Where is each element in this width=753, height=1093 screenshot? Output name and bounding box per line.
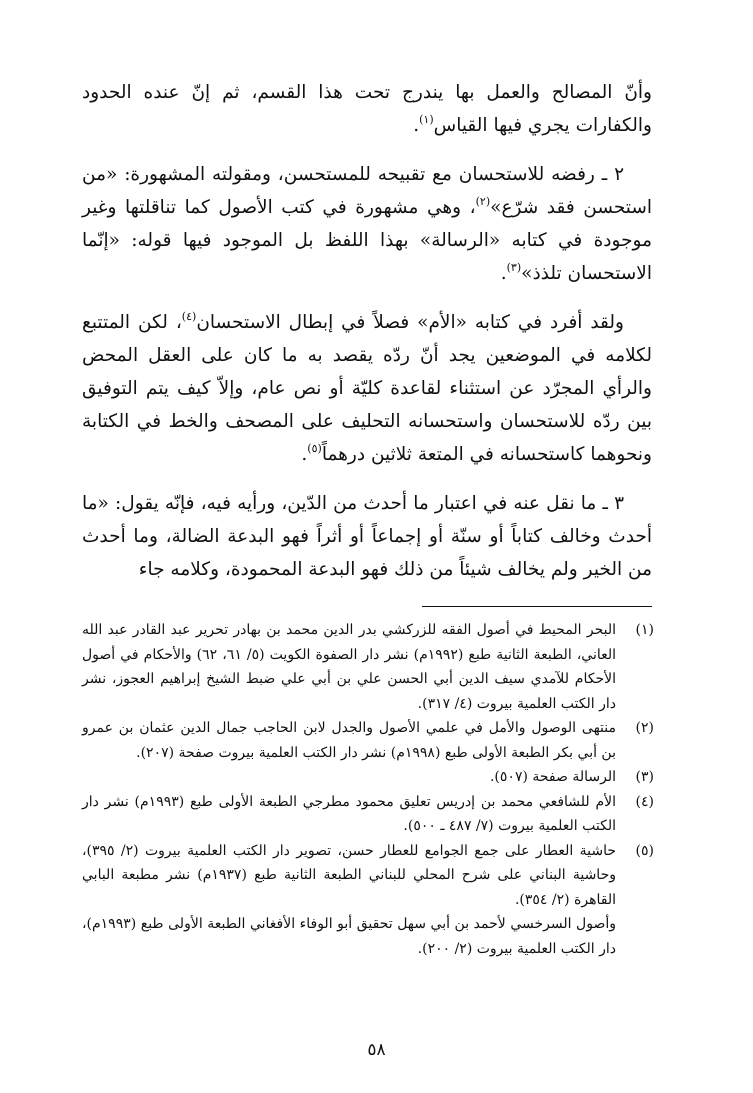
- footnotes: [82, 618, 654, 961]
- paragraph-3-text-a: ولقد أفرد في كتابه «الأم» فصلاً في إبطال الاستحسان: [196, 312, 624, 333]
- footnote-number: (٢): [635, 720, 654, 736]
- footnote-text: الأم للشافعي محمد بن إدريس تعليق محمود مطرجي الطبعة الأولى طبع (١٩٩٣م) نشر دار الكتب العلمية بيروت (٧/ ٤٨٧ ـ ٥٠٠).: [82, 793, 616, 834]
- paragraph-1: [82, 76, 652, 142]
- footnote-3: [82, 765, 654, 790]
- footnote-number: (٤): [635, 793, 654, 810]
- footnote-5-continuation: [82, 912, 654, 961]
- footnote-number: (٥): [635, 842, 654, 859]
- page-number: ٥٨: [367, 1040, 386, 1060]
- footnote-number: (١): [635, 622, 654, 638]
- paragraph-4: ٣ ـ ما نقل عنه في اعتبار ما أحدث من الدّين، ورأيه فيه، فإنّه يقول: «ما أحدث وخالف كتاباً أو سنّة أو إجماعاً أو أثراً فهو البدعة الضالة، وما أحدث من الخير ولم يخالف شيئاً من ذلك فهو البدعة المحمودة، وكلامه جاء: [82, 493, 652, 580]
- footnote-ref-5[interactable]: (٥): [307, 442, 322, 455]
- footnote-ref-3[interactable]: (٣): [506, 261, 522, 274]
- footnote-ref-1[interactable]: (١): [419, 113, 434, 126]
- paragraph-3: [82, 306, 652, 471]
- footnote-5: [82, 839, 654, 913]
- footnote-text: وأصول السرخسي لأحمد بن أبي سهل تحقيق أبو الوفاء الأفغاني الطبعة الأولى طبع (١٩٩٣م)، دار الكتب العلمية بيروت (٢/ ٢٠٠).: [82, 916, 616, 957]
- footnote-4: [82, 790, 654, 839]
- footnote-number: (٣): [635, 769, 654, 785]
- footnote-separator: [422, 606, 652, 607]
- footnote-text: حاشية العطار على جمع الجوامع للعطار حسن، تصوير دار الكتب العلمية بيروت (٢/ ٣٩٥)، وحاشية البناني على شرح المحلي للبناني الطبعة الثانية طبع (١٩٣٧م) نشر مطبعة البابي القاهرة (٢/ ٣٥٤).: [82, 842, 617, 908]
- main-text: [82, 76, 652, 586]
- paragraph-3-text-b: ، لكن المتتبع لكلامه في الموضعين يجد أنّ ردّه يقصد به ما كان على العقل المحض والرأي المجرّد عن استثناء لقاعدة كليّة أو نص عام، وإلاّ كيف يتم التوفيق بين ردّه للاستحسان واستحسانه التحليف على المصحف والخط في الكتابة ونحوهما كاستحسانه في المتعة ثلاثين درهماً: [82, 312, 652, 465]
- paragraph-2-text-a: ٢ ـ رفضه للاستحسان مع تقبيحه للمستحسن، ومقولته المشهورة: «من استحسن فقد شرّع»: [82, 164, 652, 218]
- footnote-ref-4[interactable]: (٤): [181, 310, 197, 323]
- footnote-ref-2[interactable]: (٢): [475, 195, 491, 208]
- footnote-text: منتهى الوصول والأمل في علمي الأصول والجدل لابن الحاجب جمال الدين عثمان بن عمرو بن أبي بكر الطبعة الأولى طبع (١٩٩٨م) نشر دار الكتب العلمية بيروت صفحة (٢٠٧).: [82, 720, 616, 761]
- paragraph-2-text-b: ، وهي مشهورة في كتب الأصول كما تناقلتها وغير موجودة في كتابه «الرسالة» بهذا اللفظ بل الموجود فيها قوله: «إنّما الاستحسان تلذذ»: [82, 197, 652, 284]
- footnote-text: البحر المحيط في أصول الفقه للزركشي بدر الدين محمد بن بهادر تحرير عبد القادر عبد الله العاني، الطبعة الثانية طبع (١٩٩٢م) نشر دار الصفوة الكويت (٥/ ٦١، ٦٢) والأحكام في أصول الأحكام للآمدي سيف الدين أبي الحسن علي بن أبي علي ضبط الشيخ إبراهيم العجوز، نشر دار الكتب العلمية بيروت (٤/ ٣١٧).: [82, 622, 617, 712]
- footnote-1: [82, 618, 654, 716]
- paragraph-3-end: .: [301, 444, 308, 465]
- paragraph-1-end: .: [413, 115, 420, 136]
- paragraph-2-end: .: [500, 263, 507, 284]
- paragraph-2: [82, 158, 652, 290]
- footnote-2: [82, 716, 654, 765]
- paragraph-1-text: وأنّ المصالح والعمل بها يندرج تحت هذا القسم، ثم إنّ عنده الحدود والكفارات يجري فيها القياس: [82, 82, 652, 136]
- footnote-text: الرسالة صفحة (٥٠٧).: [489, 769, 616, 785]
